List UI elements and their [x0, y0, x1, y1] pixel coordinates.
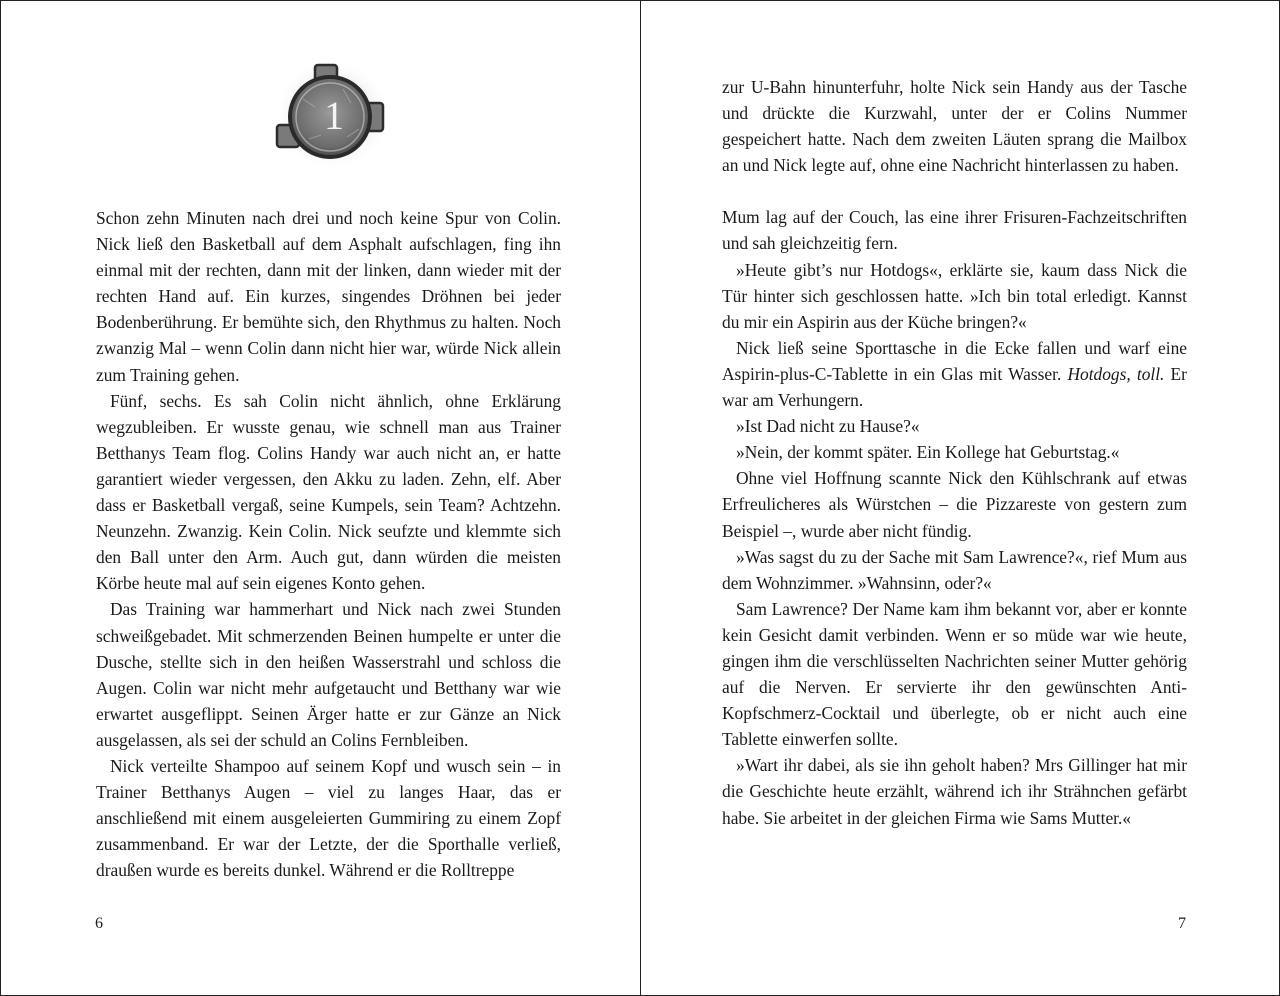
paragraph-text: Er war am Verhungern.	[722, 363, 1187, 411]
paragraph: »Heute gibt’s nur Hotdogs«, erklärte sie, kaum dass Nick die Tür hinter sich geschlossen hatte. »Ich bin total erledigt. Kannst du mir ein Aspirin aus der Küche bringen?«	[722, 259, 1187, 332]
paragraph: zur U-Bahn hinunterfuhr, holte Nick sein Handy aus der Tasche und drückte die Kurzwahl, unter der er Colins Nummer gespeichert hatte. Nach dem zweiten Läuten sprang die Mailbox an und Nick legte auf, ohne eine Nachricht hinterlassen zu haben.	[722, 77, 1187, 176]
paragraph: Schon zehn Minuten nach drei und noch keine Spur von Colin. Nick ließ den Basketball auf dem Asphalt aufschlagen, fing ihn einmal mit der rechten, dann mit der linken, dann wieder mit der rechten Hand auf. Ein kurzes, singendes Dröhnen bei jeder Bodenberührung. Er bemühte sich, den Rhythmus zu halten. Noch zwanzig Mal – wenn Colin dann nicht hier war, würde Nick allein zum Training gehen.	[96, 208, 561, 385]
paragraph: »Was sagst du zu der Sache mit Sam Lawrence?«, rief Mum aus dem Wohnzimmer. »Wahnsinn, oder?«	[722, 546, 1187, 593]
page-number: 6	[95, 915, 103, 932]
paragraph: Nick verteilte Shampoo auf seinem Kopf und wusch sein – in Trainer Betthanys Augen – viel zu langes Haar, das er anschließend mit einem ausgeleierten Gummiring zu einem Zopf zusammenband. Er war der Letzte, der die Sporthalle verließ, draußen wurde es bereits dunkel. Während er die Rolltreppe	[96, 755, 561, 881]
paragraph: Mum lag auf der Couch, las eine ihrer Frisuren-Fachzeitschriften und sah gleichzeitig fern.	[722, 207, 1187, 254]
paragraph: »Ist Dad nicht zu Hause?«	[736, 416, 920, 437]
paragraph: Fünf, sechs. Es sah Colin nicht ähnlich, ohne Erklärung wegzubleiben. Er wusste genau, wie schnell man aus Trainer Betthanys Team flog. Colins Handy war auch nicht an, er hatte garantiert wieder vergessen, den Akku zu laden. Zehn, elf. Aber dass er Basketball vergaß, seine Kumpels, sein Team? Achtzehn. Neunzehn. Zwanzig. Kein Colin. Nick seufzte und klemmte sich den Ball unter den Arm. Auch gut, dann würden die meisten Körbe heute mal auf sein eigenes Konto gehen.	[96, 390, 561, 594]
paragraph: »Nein, der kommt später. Ein Kollege hat Geburtstag.«	[736, 442, 1120, 463]
left-page	[1, 1, 640, 995]
paragraph: Ohne viel Hoffnung scannte Nick den Kühlschrank auf etwas Erfreulicheres als Würstchen – die Pizzareste von gestern zum Beispiel –, wurde aber nicht fündig.	[722, 468, 1187, 541]
page-number: 7	[1178, 915, 1186, 932]
paragraph	[722, 335, 1187, 413]
right-page	[641, 1, 1279, 995]
italic-thought: Hotdogs, toll.	[1067, 363, 1165, 384]
paragraph: Das Training war hammerhart und Nick nach zwei Stunden schweißgebadet. Mit schmerzenden Beinen humpelte er unter die Dusche, stellte sich in den heißen Wasserstrahl und schloss die Augen. Colin war nicht mehr aufgetaucht und Betthany war wie erwartet ausgeflippt. Seinen Ärger hatte er zur Gänze an Nick ausgelassen, als sei der schuld an Colins Fernbleiben.	[96, 599, 561, 750]
paragraph: »Wart ihr dabei, als sie ihn geholt haben? Mrs Gillinger hat mir die Geschichte heute erzählt, während ich ihr Strähnchen gefärbt habe. Sie arbeitet in der gleichen Firma wie Sams Mutter.«	[722, 755, 1187, 828]
right-page-text	[722, 74, 1187, 831]
paragraph-text: Nick ließ seine Sporttasche in die Ecke fallen und warf eine Aspirin-plus-C-Tablette in ein Glas mit Wasser.	[722, 337, 1187, 384]
left-page-text	[96, 205, 561, 883]
chapter-badge	[273, 59, 391, 171]
chapter-number: 1	[324, 92, 344, 138]
paragraph: Sam Lawrence? Der Name kam ihm bekannt vor, aber er konnte kein Gesicht damit verbinden. Wenn er so müde war wie heute, gingen ihm die verschlüsselten Nachrichten seiner Mutter gehörig auf die Nerven. Er servierte ihr den gewünschten Anti-Kopfschmerz-Cocktail und überlegte, ob er nicht auch eine Tablette einwerfen sollte.	[722, 598, 1187, 750]
